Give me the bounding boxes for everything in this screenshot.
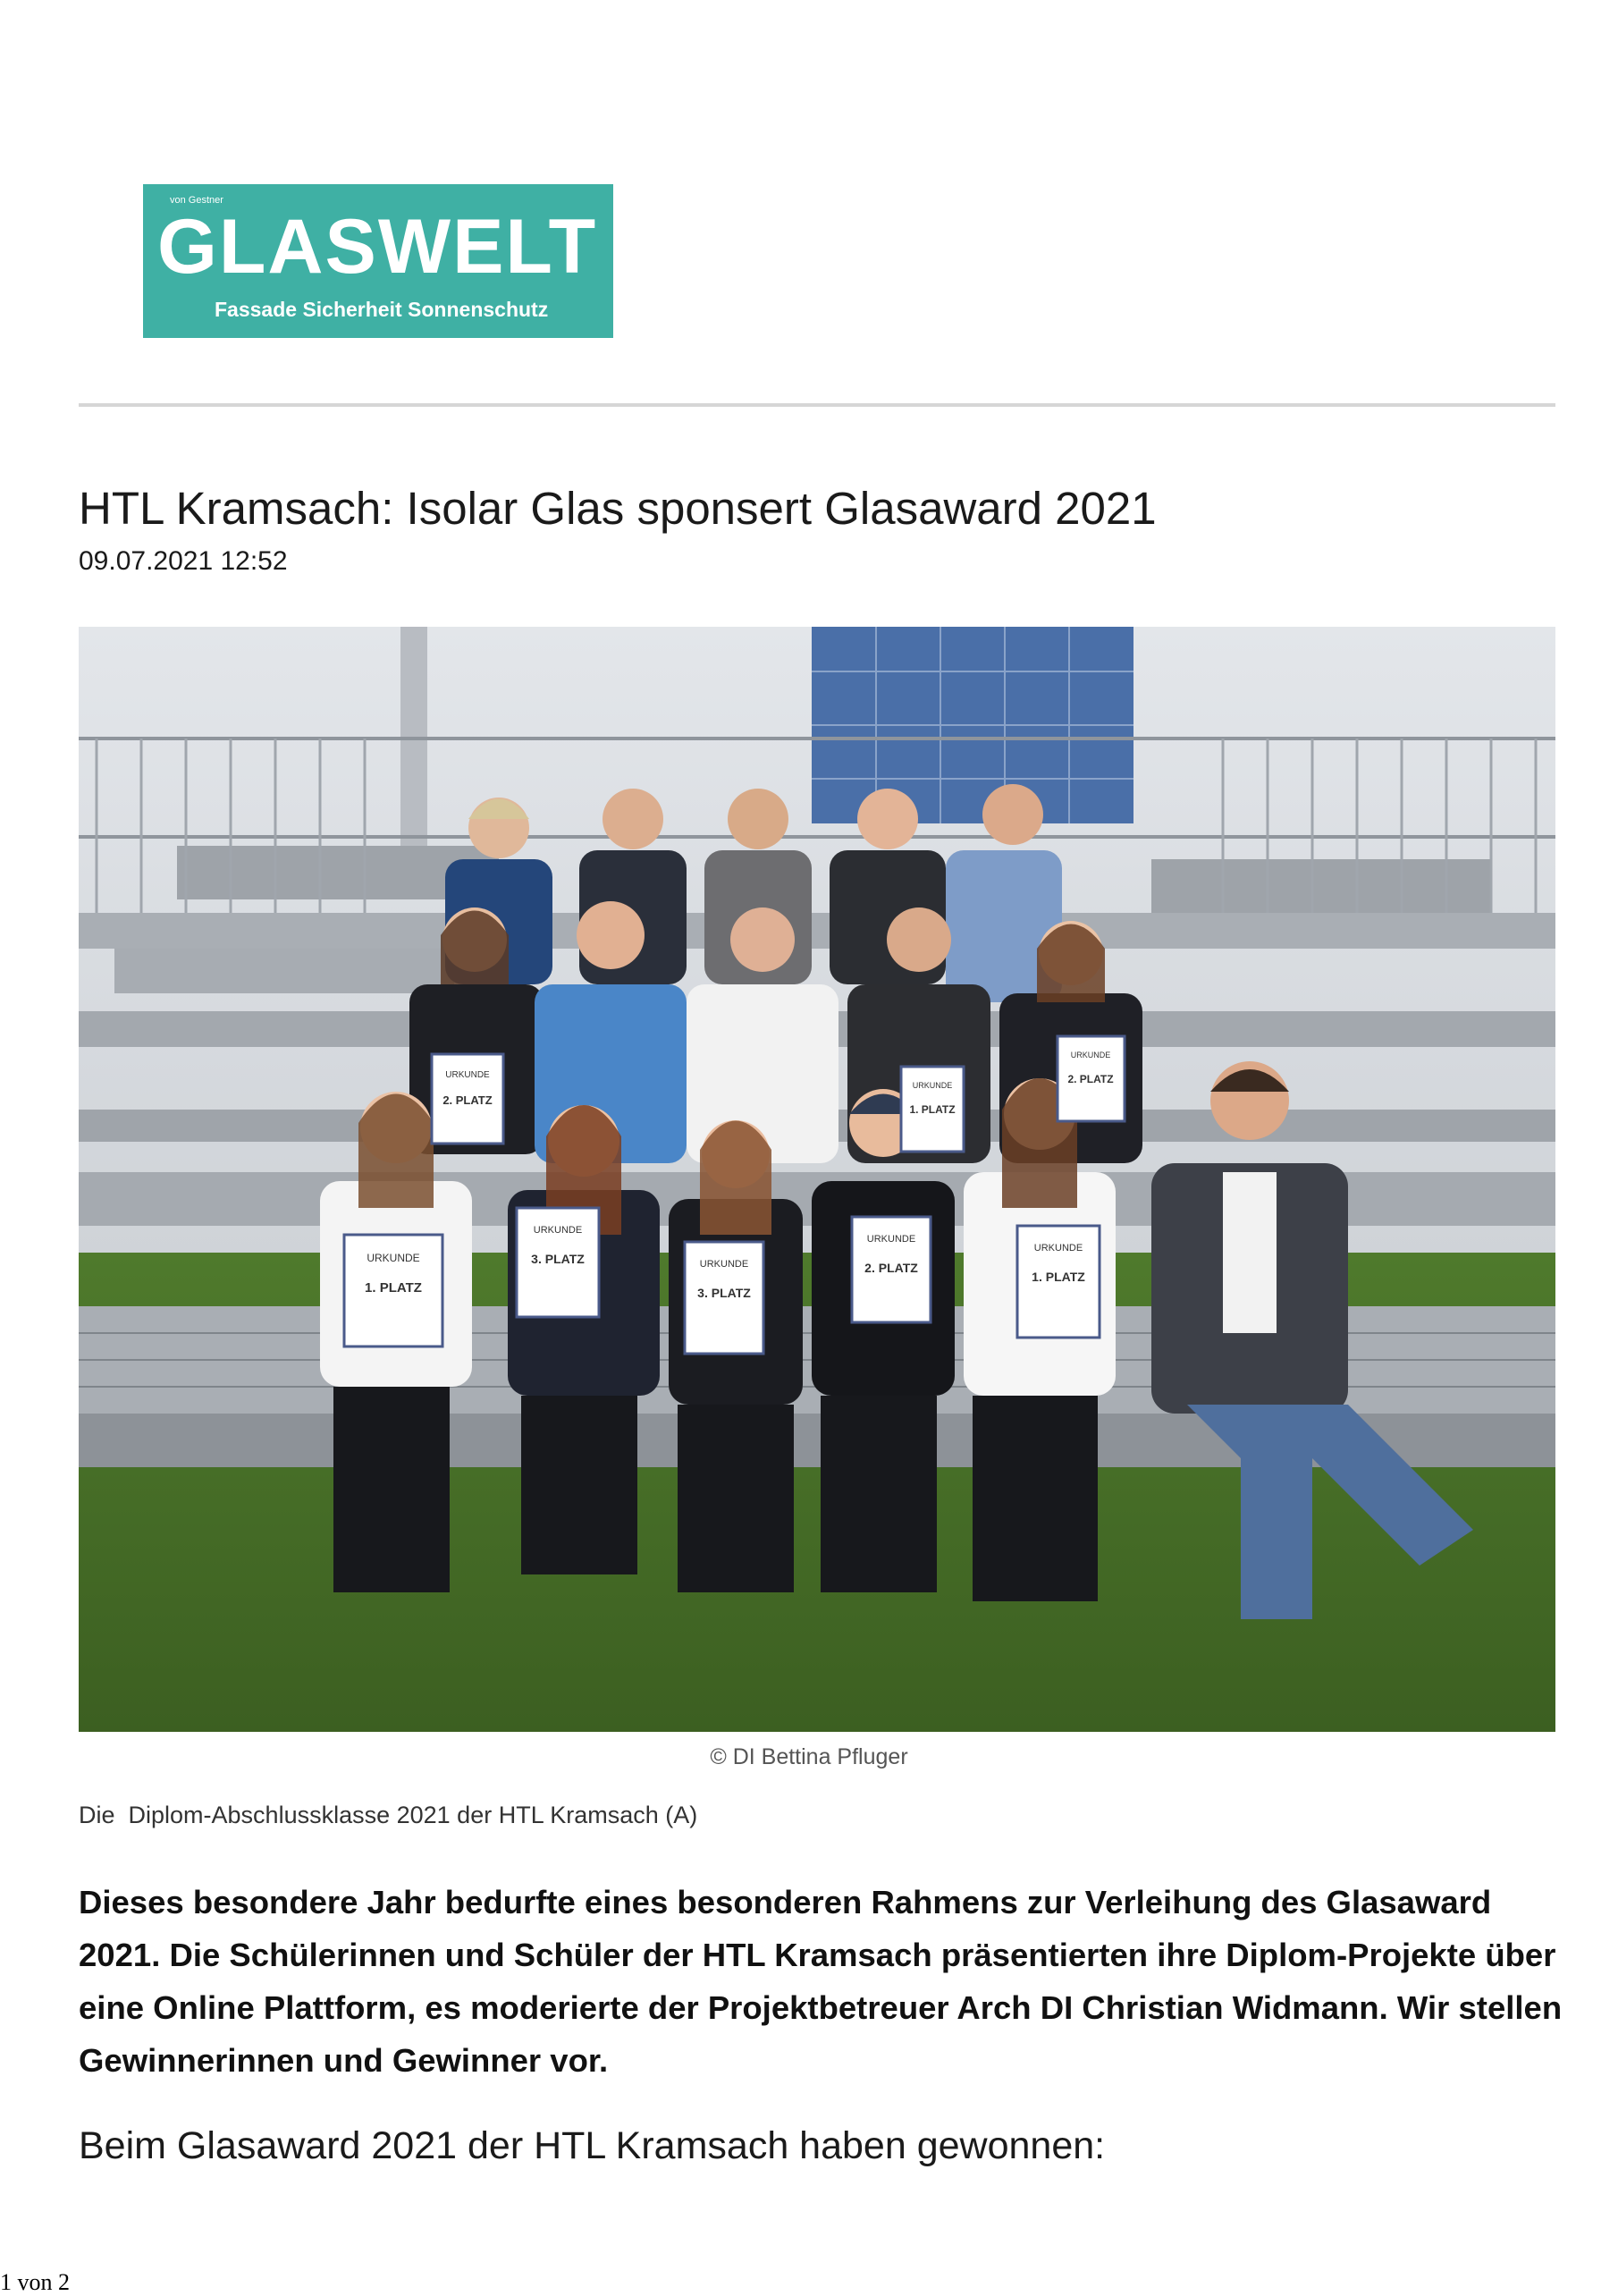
photo-caption: Die Diplom-Abschlussklasse 2021 der HTL Kramsach (A)	[79, 1802, 698, 1828]
article-date: 09.07.2021 12:52	[79, 546, 288, 576]
certificate-heading: URKUNDE	[1033, 1243, 1083, 1254]
group-photo	[79, 627, 1555, 1732]
certificate-place: 3. PLATZ	[697, 1286, 751, 1300]
certificate-place: 1. PLATZ	[1032, 1270, 1085, 1284]
certificate-heading: URKUNDE	[445, 1070, 490, 1080]
certificate-heading: URKUNDE	[866, 1234, 916, 1245]
article-title: HTL Kramsach: Isolar Glas sponsert Glasaward 2021	[79, 483, 1157, 534]
certificate-place: 2. PLATZ	[1067, 1073, 1114, 1085]
certificate-heading: URKUNDE	[367, 1252, 420, 1264]
certificate-place: 2. PLATZ	[864, 1261, 918, 1275]
article-lead: Dieses besondere Jahr bedurfte eines besonderen Rahmens zur Verleihung des Glasaward 2021. Die Schülerinnen und Schüler der HTL Kramsach präsentierten ihre Diplom-Projekte über eine Online Plattform, es moderierte der Projektbetreuer Arch DI Christian Widmann. Wir stellen Gewinnerinnen und Gewinner vor.	[79, 1884, 1563, 2079]
header-divider	[79, 403, 1555, 407]
glaswelt-logo[interactable]	[143, 184, 613, 338]
logo-tagline: Fassade Sicherheit Sonnenschutz	[215, 298, 549, 321]
page-number: 1 von 2	[0, 2269, 70, 2295]
article-body: Beim Glasaward 2021 der HTL Kramsach haben gewonnen:	[79, 2124, 1106, 2167]
certificate-place: 2. PLATZ	[442, 1093, 493, 1107]
certificate-heading: URKUNDE	[699, 1259, 749, 1270]
certificate-place: 1. PLATZ	[365, 1280, 422, 1296]
logo-wordmark: GLASWELT	[157, 204, 598, 290]
certificate-place: 1. PLATZ	[909, 1103, 956, 1116]
photo-credit: © DI Bettina Pfluger	[710, 1744, 908, 1769]
certificate-heading: URKUNDE	[1070, 1051, 1111, 1059]
certificate-heading: URKUNDE	[533, 1225, 583, 1236]
certificate-place: 3. PLATZ	[531, 1252, 585, 1266]
logo-publisher: von Gestner	[170, 195, 223, 206]
certificate-heading: URKUNDE	[912, 1081, 953, 1090]
